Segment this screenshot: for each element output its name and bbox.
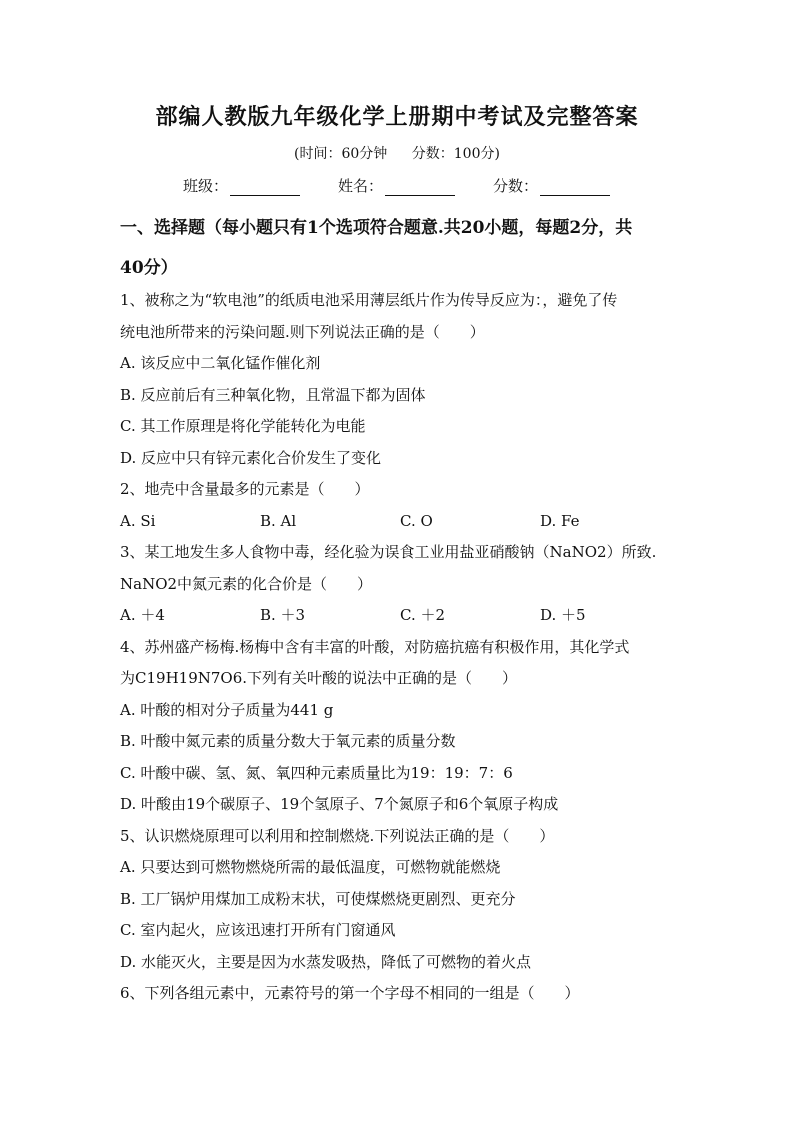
question-3-option-c: C. ＋2 [400, 606, 446, 624]
question-1-stem-line1: 1、被称之为“软电池”的纸质电池采用薄层纸片作为传导反应为：，避免了传 [120, 291, 618, 309]
question-3-options [120, 600, 690, 632]
score-field[interactable] [493, 175, 648, 196]
question-2-option-d: D. Fe [540, 511, 580, 530]
section-heading [120, 208, 680, 288]
question-2-option-b: B. Al [260, 511, 297, 530]
question-2-option-c: C. O [400, 511, 433, 530]
question-1-option-b: B. 反应前后有三种氧化物，且常温下都为固体 [120, 385, 426, 404]
question-5-option-d: D. 水能灭火，主要是因为水蒸发吸热，降低了可燃物的着火点 [120, 952, 532, 971]
question-5-option-b: B. 工厂锅炉用煤加工成粉末状，可使煤燃烧更剧烈、更充分 [120, 889, 516, 908]
question-4-stem-line1: 4、苏州盛产杨梅.杨梅中含有丰富的叶酸，对防癌抗癌有积极作用，其化学式 [120, 637, 630, 656]
question-3-option-a: A. ＋4 [120, 606, 165, 624]
score-blank[interactable] [540, 180, 610, 196]
exam-total-score: 分数：100分) [411, 146, 500, 162]
question-1-stem-line2: 统电池所带来的污染问题.则下列说法正确的是（ ） [120, 322, 485, 341]
student-info-row [183, 175, 648, 196]
question-4-option-c: C. 叶酸中碳、氢、氮、氧四种元素质量比为19：19：7：6 [120, 763, 513, 782]
question-list [120, 285, 690, 1010]
class-field[interactable] [183, 175, 338, 196]
name-blank[interactable] [385, 180, 455, 196]
question-1-option-c: C. 其工作原理是将化学能转化为电能 [120, 417, 366, 435]
question-5-stem: 5、认识燃烧原理可以利用和控制燃烧.下列说法正确的是（ ） [120, 826, 555, 845]
question-6-stem: 6、下列各组元素中，元素符号的第一个字母不相同的一组是（ ） [120, 984, 580, 1002]
question-4-option-a: A. 叶酸的相对分子质量为441 g [120, 700, 334, 719]
question-2-stem: 2、地壳中含量最多的元素是（ ） [120, 480, 370, 498]
question-1-option-a: A. 该反应中二氧化锰作催化剂 [120, 354, 321, 372]
question-5-option-a: A. 只要达到可燃物燃烧所需的最低温度，可燃物就能燃烧 [120, 858, 501, 876]
question-3-option-b: B. ＋3 [260, 606, 306, 624]
question-2-option-a: A. Si [120, 511, 156, 530]
section-heading-line2: 40分） [120, 258, 178, 278]
question-4-stem-line2: 为C19H19N7O6.下列有关叶酸的说法中正确的是（ ） [120, 669, 518, 687]
exam-time: (时间：60分钟 [294, 146, 388, 162]
page-title: 部编人教版九年级化学上册期中考试及完整答案 [155, 104, 639, 130]
question-2-options [120, 506, 690, 538]
question-3-stem-line2: NaNO2中氮元素的化合价是（ ） [120, 574, 373, 593]
question-4-option-d: D. 叶酸由19个碳原子、19个氢原子、7个氮原子和6个氧原子构成 [120, 795, 559, 813]
class-blank[interactable] [230, 180, 300, 196]
question-3-stem-line1: 3、某工地发生多人食物中毒，经化验为误食工业用盐亚硝酸钠（NaNO2）所致. [120, 543, 657, 561]
class-label: 班级： [183, 177, 229, 195]
section-heading-line1: 一、选择题（每小题只有1个选项符合题意.共20小题，每题2分，共 [120, 218, 633, 238]
question-1-option-d: D. 反应中只有锌元素化合价发生了变化 [120, 448, 382, 467]
exam-meta [0, 143, 794, 163]
score-label: 分数： [493, 177, 539, 195]
question-4-option-b: B. 叶酸中氮元素的质量分数大于氧元素的质量分数 [120, 732, 456, 750]
question-5-option-c: C. 室内起火，应该迅速打开所有门窗通风 [120, 921, 396, 939]
name-label: 姓名： [338, 177, 384, 195]
name-field[interactable] [338, 175, 493, 196]
question-3-option-d: D. ＋5 [540, 606, 586, 624]
